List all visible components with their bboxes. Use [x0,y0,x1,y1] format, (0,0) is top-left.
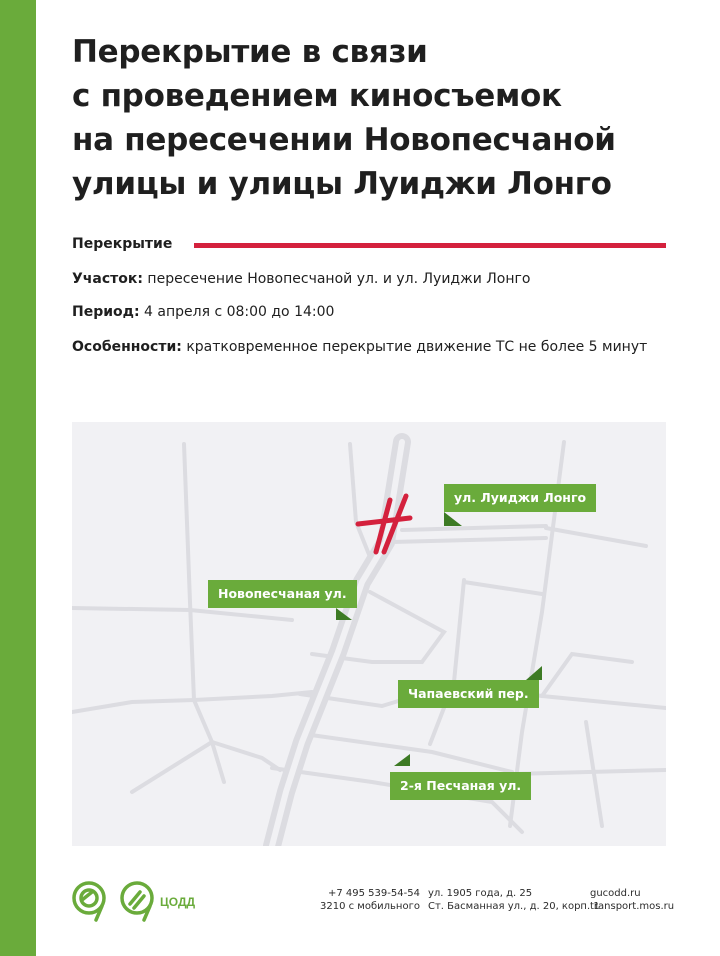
page-title [72,30,692,206]
detail-area-label: Участок: [72,271,143,287]
label-novopeschanaya: Новопесчаная ул. [208,580,357,608]
emblem-right-icon [122,883,152,920]
label-peschanaya-2: 2-я Песчаная ул. [390,772,531,800]
footer-site-2[interactable]: transport.mos.ru [590,901,675,912]
footer-phones [320,887,420,913]
detail-period-label: Период: [72,304,140,320]
footer-addresses [428,887,600,913]
footer-phone: +7 495 539-54-54 [328,888,420,899]
footer-address-2: Ст. Басманная ул., д. 20, корп. 1 [428,901,600,912]
codd-logo [72,880,212,928]
emblem-left-icon [74,883,104,920]
title-line-3: на пересечении Новопесчаной [72,122,616,158]
detail-period-value: 4 апреля с 08:00 до 14:00 [139,304,335,320]
footer-sites [590,887,674,913]
footer-mobile: 3210 с мобильного [320,901,420,912]
map [72,422,666,846]
detail-area-value: пересечение Новопесчаной ул. и ул. Луиджи Лонго [142,271,531,287]
title-line-1: Перекрытие в связи [72,34,428,70]
section-header [72,236,666,256]
title-line-2: с проведением киносъемок [72,78,562,114]
detail-features-value: кратковременное перекрытие движение ТС не более 5 минут [181,339,648,355]
detail-features [72,339,647,355]
detail-area [72,271,530,287]
section-label: Перекрытие [72,236,173,252]
detail-period [72,304,334,320]
footer-address-1: ул. 1905 года, д. 25 [428,888,533,899]
section-divider [194,243,666,248]
label-luigi-longo: ул. Луиджи Лонго [444,484,596,512]
side-accent-bar [0,0,36,956]
label-chapaevsky: Чапаевский пер. [398,680,539,708]
codd-emblem [72,880,212,924]
footer-site-1[interactable]: gucodd.ru [590,888,641,899]
title-line-4: улицы и улицы Луиджи Лонго [72,166,612,202]
brand-name: ЦОДД [160,895,196,909]
detail-features-label: Особенности: [72,339,182,355]
